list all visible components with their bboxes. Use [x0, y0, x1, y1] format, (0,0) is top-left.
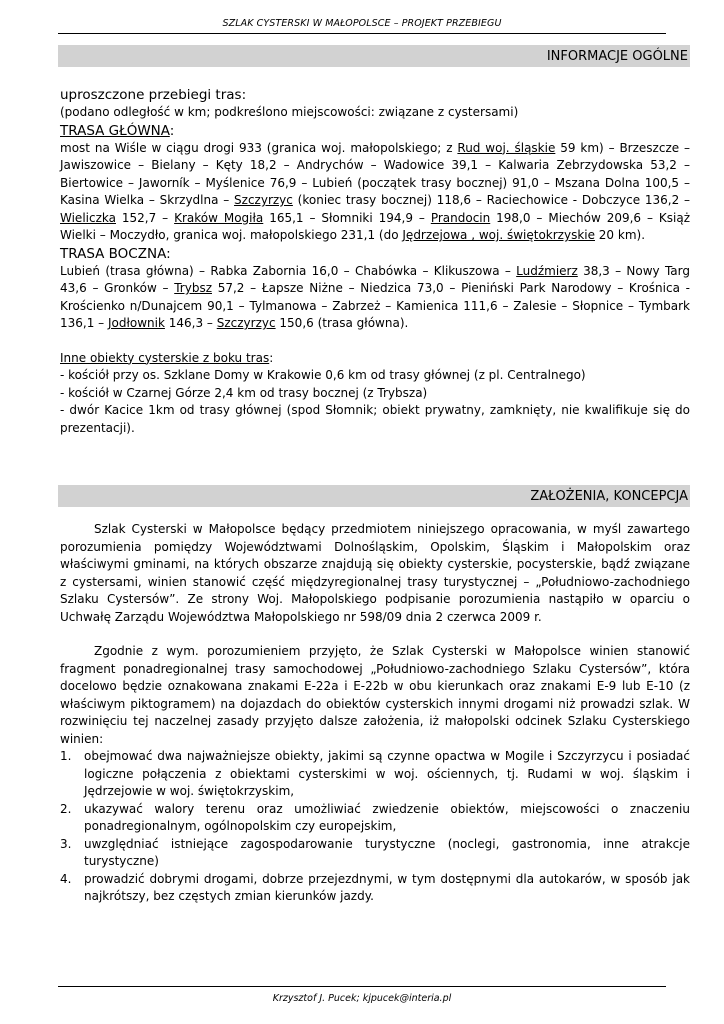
cistercian-place: Trybsz — [174, 281, 212, 295]
list-item: 3. uwzględniać istniejące zagospodarowanie turystyczne (noclegi, gastronomia, inne atrakcje turystyczne) — [60, 836, 690, 868]
cistercian-place: Wieliczka — [60, 210, 116, 225]
intro-line: uproszczone przebiegi tras: — [60, 87, 247, 103]
other-objects-heading: Inne obiekty cysterskie z boku tras — [60, 350, 270, 365]
intro-note: (podano odległość w km; podkreślono miejscowości: związane z cystersami) — [60, 105, 519, 119]
section-concept — [60, 521, 690, 906]
cistercian-place: Szczyrzyc — [234, 193, 293, 207]
footer-divider — [58, 986, 666, 987]
cistercian-place: Rud woj. śląskie — [457, 140, 556, 155]
main-route-text: most na Wiśle w ciągu drogi 933 (granica woj. małopolskiego; z Rud woj. śląskie 59 km) – Brzeszcze – Jawiszowice – Bielany – Kęty 18,2 – Andrychów – Wadowice 39,1 – Kalwaria Zebrzydowska 53,2 – Biertowice – Jaworník – Myślenice 76,9 – Lubień (początek trasy bocznej) 91,0 – Mszana Dolna 100,5 – Kasina Wielka – Skrzydlna – Szczyrzyc (koniec trasy bocznej) 118,6 – Raciechowice - Dobczyce 136,2 – Wieliczka 152,7 – Kraków Mogiła 165,1 – Słomniki 194,9 – Prandocin 198,0 – Miechów 209,6 – Książ Wielki – Moczydło, granica woj. małopolskiego 231,1 (do Jędrzejowa , woj. świętokrzyskie 20 km). — [60, 140, 691, 242]
other-object-item: - kościół przy os. Szklane Domy w Krakowie 0,6 km od trasy głównej (z pl. Centralnego) — [60, 368, 586, 382]
other-object-item: - kościół w Czarnej Górze 2,4 km od trasy bocznej (z Trybsza) — [60, 385, 428, 400]
cistercian-place: Kraków Mogiła — [174, 210, 264, 225]
main-route-heading-line: TRASA GŁÓWNA: — [60, 122, 175, 139]
other-object-item: - dwór Kacice 1km od trasy głównej (spod Słomnik; obiekt prywatny, zamknięty, nie kwalifikuje się do prezentacji). — [60, 403, 690, 435]
side-route-heading: TRASA BOCZNA: — [60, 245, 171, 262]
cistercian-place: Jodłownik — [107, 316, 165, 330]
concept-paragraph-2: Zgodnie z wym. porozumieniem przyjęto, że Szlak Cysterski w Małopolsce winien stanowić fragment ponadregionalnej trasy samochodowej „Południowo-zachodniego Szlaku Cystersów”, która docelowo będzie oznakowana znakami E-22a i E-22b w obu kierunkach oraz znakami E-9 lub E-10 (z właściwym piktogramem) na dojazdach do obiektów cysterskich innymi drogami niż prowadzi szlak. W rozwinięciu tej naczelnej zasady przyjęto dalsze założenia, iż małopolski odcinek Szlaku Cysterskiego winien: — [60, 644, 690, 746]
cistercian-place: Jędrzejowa , woj. świętokrzyskie — [402, 228, 595, 242]
cistercian-place: Prandocin — [430, 210, 491, 225]
side-route-text: Lubień (trasa główna) – Rabka Zabornia 16,0 – Chabówka – Klikuszowa – Ludźmierz 38,3 – Nowy Targ 43,6 – Gronków – Trybsz 57,2 – Łapsze Niżne – Niedzica 73,0 – Pieniński Park Narodowy – Krośnica - Krościenko n/Dunajcem 90,1 – Tylmanowa – Zabrzeż – Kamienica 111,6 – Zalesie – Słopnice – Tymbark 136,1 – Jodłownik 146,3 – Szczyrzyc 150,6 (trasa główna). — [60, 263, 690, 330]
cistercian-place: Ludźmierz — [516, 263, 578, 278]
list-item: 4. prowadzić dobrymi drogami, dobrze przejezdnymi, w tym dostępnymi dla autokarów, w sposób jak najkrótszy, bez częstych zmian kierunków jazdy. — [60, 871, 690, 903]
page-footer: Krzysztof J. Pucek; kjpucek@interia.pl — [272, 993, 452, 1004]
header-divider — [58, 33, 666, 34]
section-general-info — [60, 86, 690, 437]
intro-heading: uproszczone przebiegi tras — [60, 87, 242, 103]
list-item: 2. ukazywać walory terenu oraz umożliwiać zwiedzenie obiektów, miejscowości o znaczeniu ponadregionalnym, ogólnopolskim czy europejskim, — [60, 801, 690, 833]
assumptions-list — [60, 748, 690, 906]
list-item: 1. obejmować dwa najważniejsze obiekty, jakimi są czynne opactwa w Mogile i Szczyrzycu i posiadać logiczne połączenia z obiektami cysterskimi w woj. ościennych, tj. Rudami w woj. śląskim i Jędrzejowie w woj. świętokrzyskim, — [60, 749, 690, 798]
cistercian-place: Szczyrzyc — [216, 316, 276, 330]
other-objects-heading-line: Inne obiekty cysterskie z boku tras: — [60, 350, 274, 365]
main-route-heading: TRASA GŁÓWNA — [60, 122, 170, 139]
concept-paragraph-1: Szlak Cysterski w Małopolsce będący przedmiotem niniejszego opracowania, w myśl zawartego porozumienia pomiędzy Województwami Dolnośląskim, Opolskim, Śląskim i Małopolskim oraz właściwymi gminami, na których obszarze znajdują się obiekty cysterskie, pocysterskie, bądź związane z cystersami, winien stanowić część międzyregionalnej trasy turystycznej – „Południowo-zachodniego Szlaku Cystersów”. Ze strony Woj. Małopolskiego podpisanie porozumienia nastąpiło w oparciu o Uchwałę Zarządu Województwa Małopolskiego nr 598/09 dnia 2 czerwca 2009 r. — [60, 522, 690, 624]
page-header: SZLAK CYSTERSKI W MAŁOPOLSCE – PROJEKT PRZEBIEGU — [222, 18, 502, 29]
section-title-general: INFORMACJE OGÓLNE — [58, 45, 690, 67]
section-title-concept: ZAŁOŻENIA, KONCEPCJA — [58, 485, 690, 507]
